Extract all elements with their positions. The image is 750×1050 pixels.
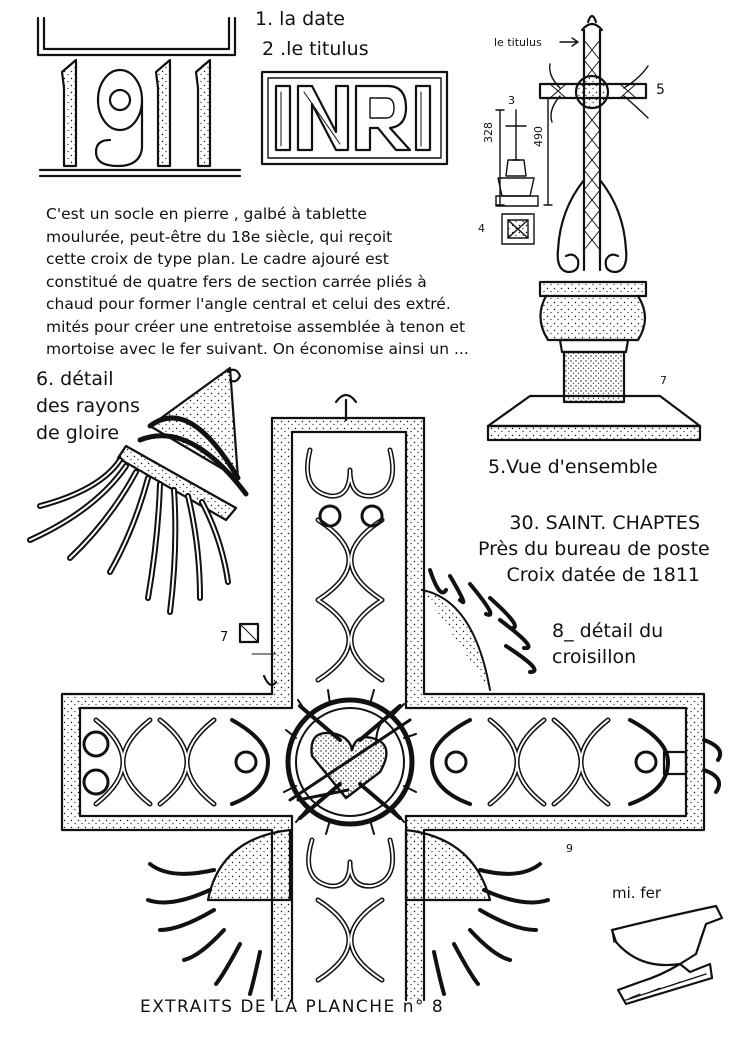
label-titulus: 2 .le titulus xyxy=(262,38,369,60)
description-line: chaud pour former l'angle central et celui des extré. xyxy=(46,295,451,313)
label-mi-fer: mi. fer xyxy=(612,884,661,902)
small-elevation xyxy=(496,98,552,244)
description-line: cette croix de type plan. Le cadre ajouré est xyxy=(46,250,389,268)
label-line: Croix datée de 1811 xyxy=(506,564,700,586)
date-sign xyxy=(38,18,240,176)
description-line: constitué de quatre fers de section carrée pliés à xyxy=(46,272,427,291)
label-rayons-de-gloire xyxy=(36,366,140,447)
label-line: Près du bureau de poste xyxy=(478,538,710,560)
label-num-4: 4 xyxy=(478,222,485,235)
label-date: 1. la date xyxy=(255,8,345,30)
label-line: croisillon xyxy=(552,646,637,668)
label-line: 8_ détail du xyxy=(552,620,664,642)
description-line: moulurée, peut-être du 18e siècle, qui reçoit xyxy=(46,227,393,246)
description-paragraph xyxy=(46,203,496,361)
label-num-5: 5 xyxy=(656,82,665,98)
label-dim-490: 490 xyxy=(532,126,545,147)
description-line: C'est un socle en pierre , galbé à tablette xyxy=(46,205,367,223)
inri-titulus xyxy=(262,72,447,164)
label-num-3: 3 xyxy=(508,94,515,107)
footer-caption: EXTRAITS DE LA PLANCHE n° 8 xyxy=(140,997,445,1017)
description-line: mortoise avec le fer suivant. On économise ainsi un ... xyxy=(46,340,469,358)
label-num-7-top: 7 xyxy=(660,374,667,387)
label-titulus-small: le titulus xyxy=(494,36,542,49)
label-dim-328: 328 xyxy=(482,122,495,143)
label-num-7-bottom: 7 xyxy=(220,630,229,645)
mi-fer-joint xyxy=(612,906,722,1004)
label-num-9: 9 xyxy=(566,842,573,855)
label-croisillon xyxy=(552,618,663,670)
label-line: des rayons xyxy=(36,395,140,417)
description-line: mités pour créer une entretoise assemblée à tenon et xyxy=(46,317,466,336)
label-location xyxy=(478,510,710,588)
label-vue-ensemble: 5.Vue d'ensemble xyxy=(488,456,658,478)
label-line: 30. SAINT. CHAPTES xyxy=(509,512,700,534)
label-line: 6. détail xyxy=(36,368,114,390)
label-line: de gloire xyxy=(36,422,120,444)
